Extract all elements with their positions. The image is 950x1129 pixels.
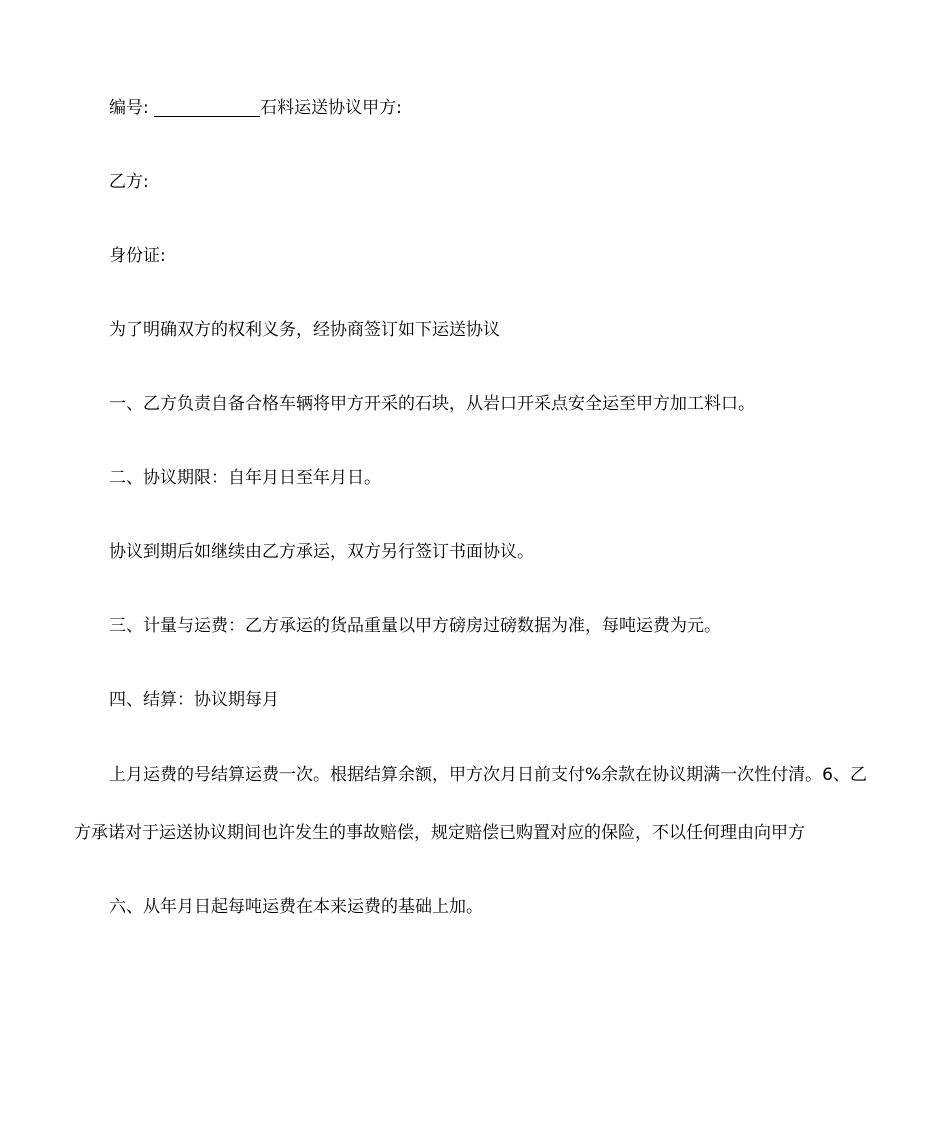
clause-3: 三、计量与运费：乙方承运的货品重量以甲方磅房过磅数据为准，每吨运费为元。 bbox=[109, 616, 721, 636]
clause-6: 六、从年月日起每吨运费在本来运费的基础上加。 bbox=[109, 897, 483, 917]
party-b-line: 乙方: bbox=[109, 172, 149, 192]
clause-2-note: 协议到期后如继续由乙方承运，双方另行签订书面协议。 bbox=[109, 542, 534, 562]
id-card-line: 身份证: bbox=[109, 246, 166, 266]
document-body bbox=[74, 90, 880, 963]
serial-label: 编号: bbox=[109, 98, 149, 118]
contract-title: 石料运送协议甲方: bbox=[260, 98, 402, 118]
serial-blank bbox=[154, 98, 260, 117]
intro-paragraph: 为了明确双方的权利义务，经协商签订如下运送协议 bbox=[109, 320, 500, 340]
clause-4: 四、结算：协议期每月 bbox=[109, 690, 279, 710]
clause-4-continued: 上月运费的号结算运费一次。根据结算余额，甲方次月日前支付%余款在协议期满一次性付清。6、乙方承诺对于运送协议期间也许发生的事故赔偿，规定赔偿已购置对应的保险，不以任何理由向甲方 bbox=[74, 765, 867, 843]
clause-1: 一、乙方负责自备合格车辆将甲方开采的石块，从岩口开采点安全运至甲方加工料口。 bbox=[109, 394, 755, 414]
serial-line bbox=[74, 90, 880, 127]
clause-2: 二、协议期限：自年月日至年月日。 bbox=[109, 468, 381, 488]
